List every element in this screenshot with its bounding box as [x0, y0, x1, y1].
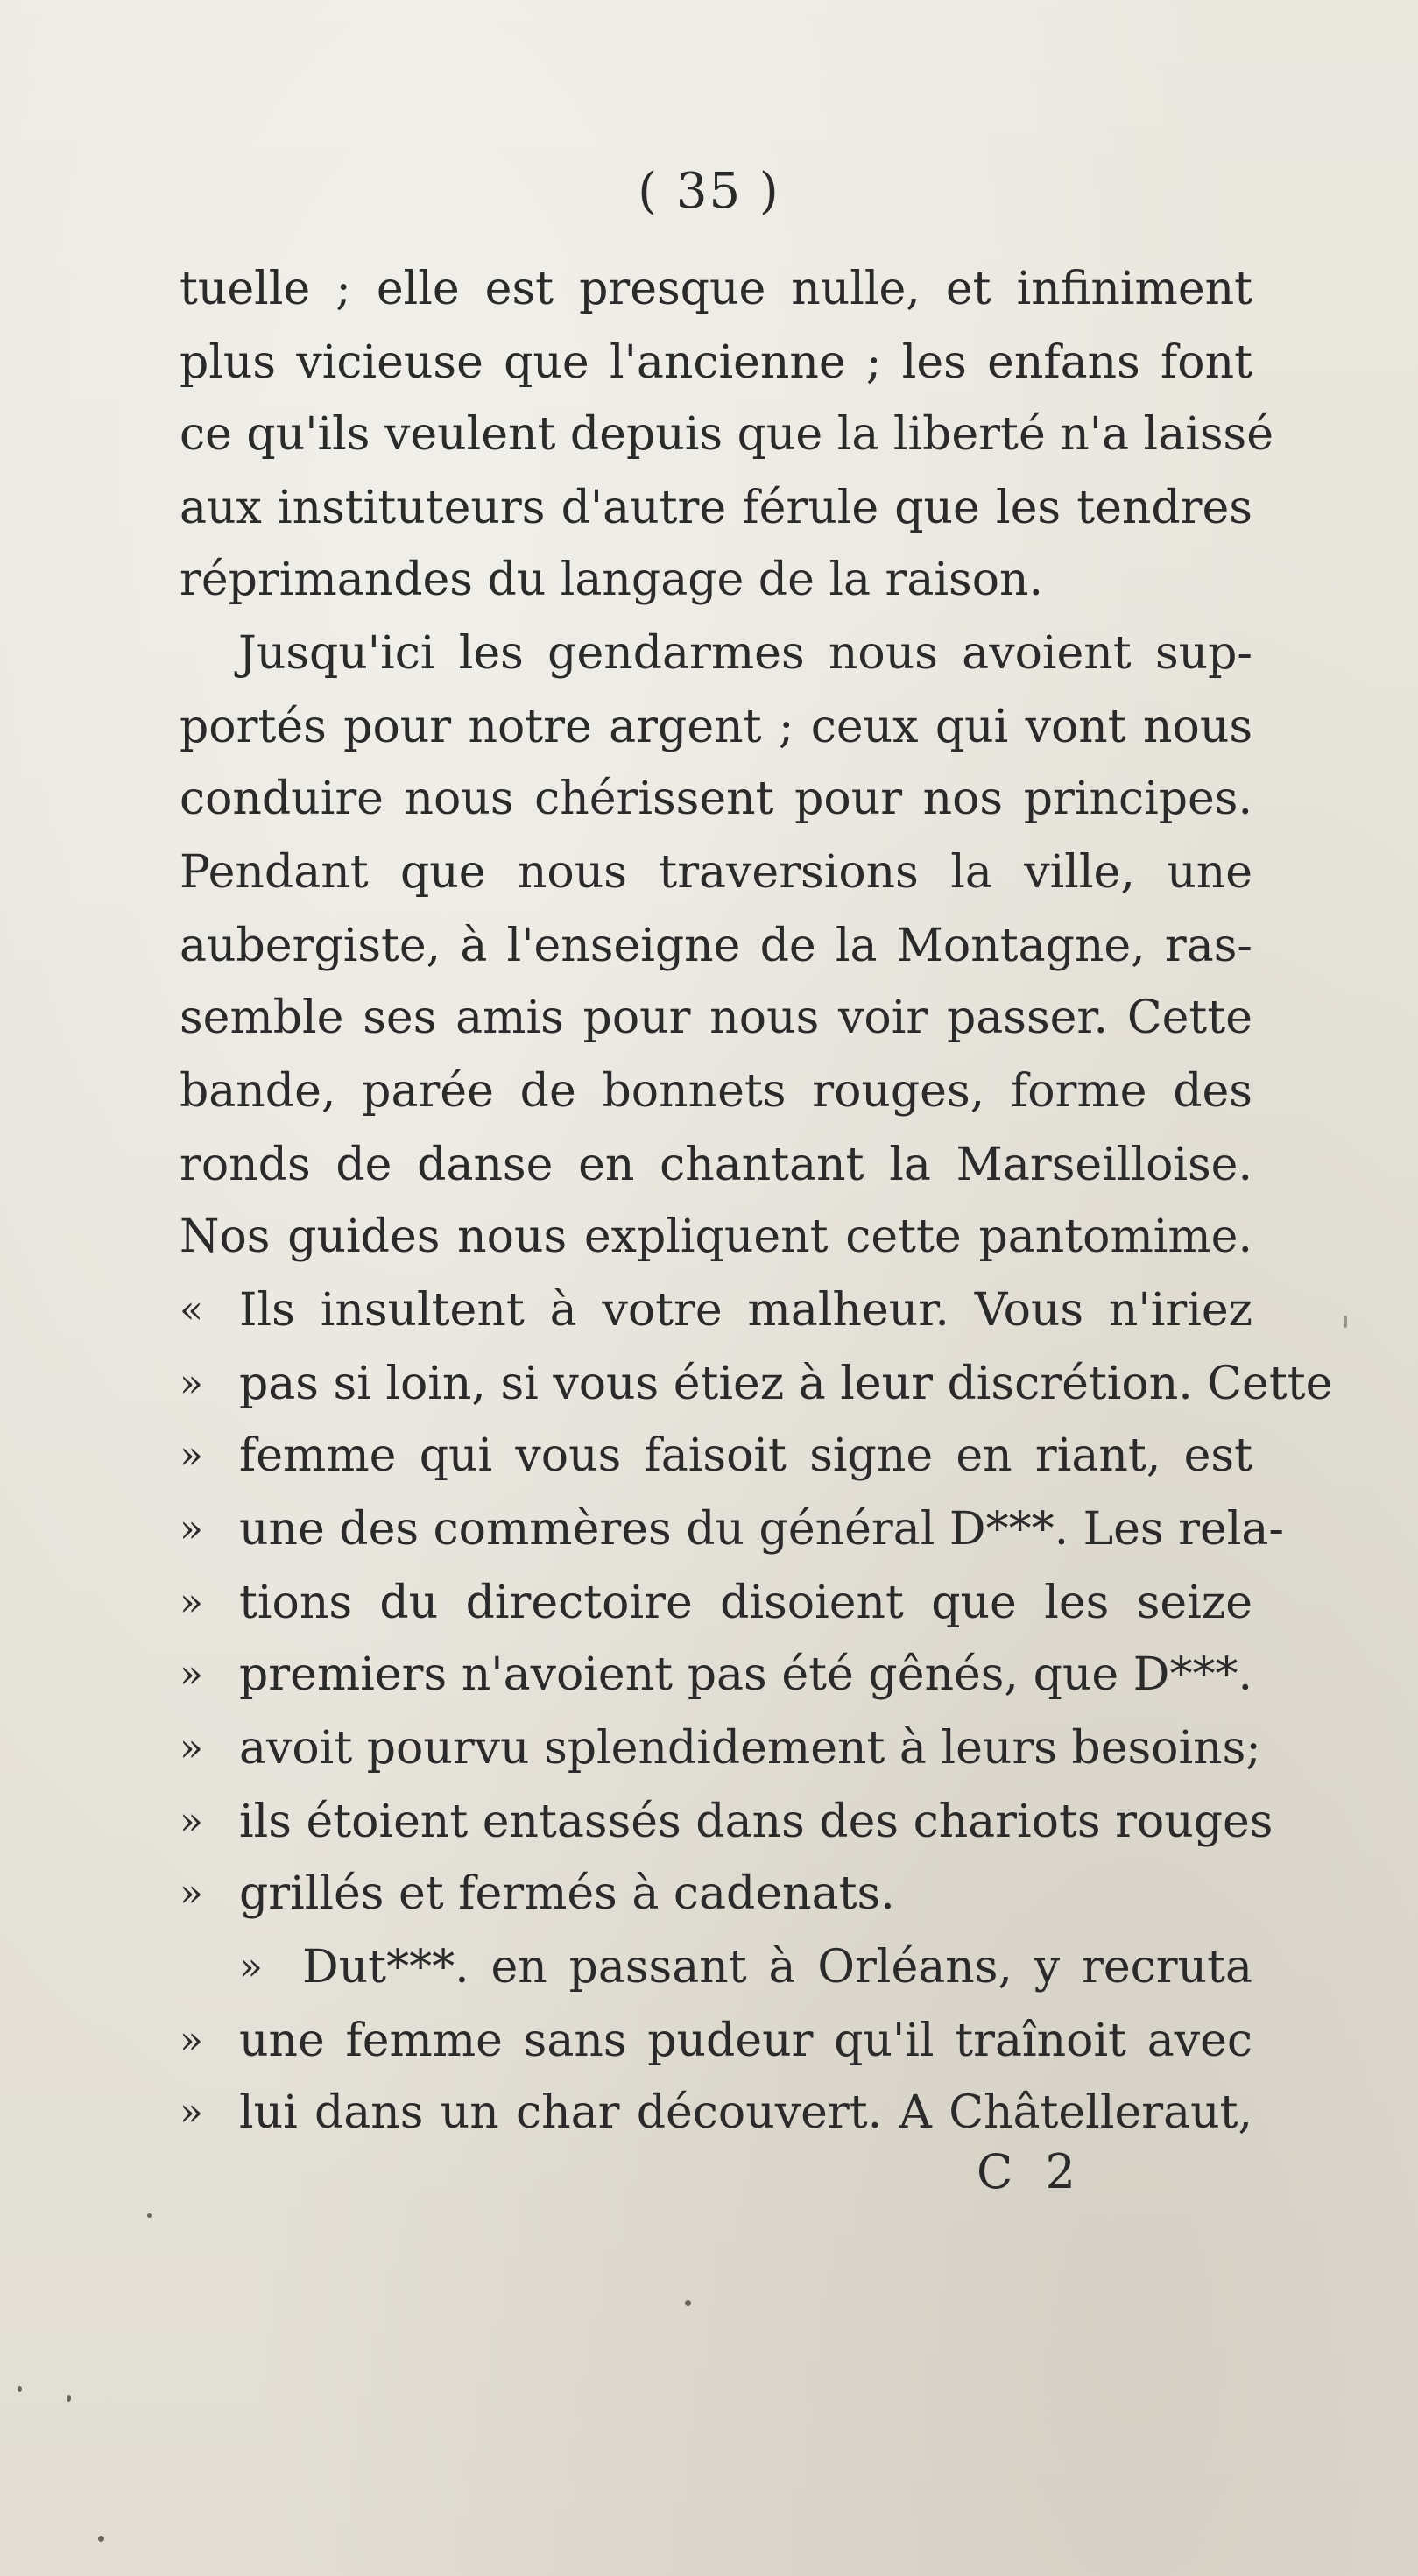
- text-line-4: aux instituteurs d'autre férule que les tendres: [180, 482, 1252, 534]
- quote-mark: «: [180, 1288, 203, 1332]
- text-line-14: Nos guides nous expliquent cette pantomime.: [180, 1210, 1252, 1263]
- paper-speck: [67, 2395, 71, 2402]
- quote-text: avoit pourvu splendidement à leurs besoins;: [239, 1722, 1261, 1775]
- quote-text: lui dans un char découvert. A Châtelleraut,: [239, 2086, 1252, 2139]
- quote-mark: »: [180, 2090, 203, 2135]
- text-line-2: plus vicieuse que l'ancienne ; les enfans font: [180, 336, 1252, 389]
- quote-mark: »: [180, 1361, 203, 1406]
- text-line-6: Jusqu'ici les gendarmes nous avoient sup-: [238, 627, 1252, 680]
- quote-text: femme qui vous faisoit signe en riant, est: [239, 1429, 1252, 1482]
- text-line-9: Pendant que nous traversions la ville, une: [180, 846, 1252, 899]
- quote-mark: »: [180, 1433, 203, 1478]
- quote-mark: »: [180, 1871, 203, 1916]
- quote-mark: »: [180, 2018, 203, 2063]
- quote-text: grillés et fermés à cadenats.: [239, 1867, 895, 1920]
- quote-mark: »: [180, 1580, 203, 1625]
- quote-text: premiers n'avoient pas été gênés, que D***.: [239, 1648, 1252, 1701]
- text-line-11: semble ses amis pour nous voir passer. Cette: [180, 992, 1252, 1044]
- text-line-8: conduire nous chérissent pour nos principes.: [180, 773, 1252, 825]
- text-line-12: bande, parée de bonnets rouges, forme des: [180, 1065, 1252, 1118]
- quote-text: une femme sans pudeur qu'il traînoit avec: [239, 2015, 1252, 2067]
- quote-text: Dut***. en passant à Orléans, y recruta: [302, 1941, 1252, 1994]
- text-line-7: portés pour notre argent ; ceux qui vont nous: [180, 701, 1252, 753]
- text-line-1: tuelle ; elle est presque nulle, et infiniment: [180, 263, 1252, 315]
- quote-mark: »: [180, 1507, 203, 1551]
- signature-mark: C 2: [977, 2144, 1084, 2199]
- quote-mark: »: [180, 1726, 203, 1770]
- quote-mark: »: [180, 1652, 203, 1697]
- text-line-10: aubergiste, à l'enseigne de la Montagne, ras-: [180, 920, 1252, 972]
- quote-text: Ils insultent à votre malheur. Vous n'iriez: [239, 1284, 1252, 1337]
- quote-text: ils étoient entassés dans des chariots rouges: [239, 1796, 1273, 1848]
- paper-speck: [98, 2536, 104, 2542]
- text-line-13: ronds de danse en chantant la Marseilloise.: [180, 1139, 1252, 1191]
- quote-text: une des commères du général D***. Les rela-: [239, 1503, 1284, 1556]
- paper-speck: [685, 2300, 691, 2306]
- text-line-5: réprimandes du langage de la raison.: [180, 554, 1044, 606]
- page-number: ( 35 ): [638, 163, 780, 220]
- quote-mark: »: [180, 1799, 203, 1844]
- paper-speck: [147, 2213, 152, 2218]
- paper-speck: [1344, 1316, 1347, 1328]
- quote-mark: »: [239, 1944, 263, 1989]
- paper-speck: [18, 2386, 22, 2392]
- quote-text: tions du directoire disoient que les seize: [239, 1577, 1252, 1629]
- quote-text: pas si loin, si vous étiez à leur discrétion. Cette: [239, 1358, 1333, 1410]
- text-line-3: ce qu'ils veulent depuis que la liberté n'a laissé: [180, 408, 1273, 461]
